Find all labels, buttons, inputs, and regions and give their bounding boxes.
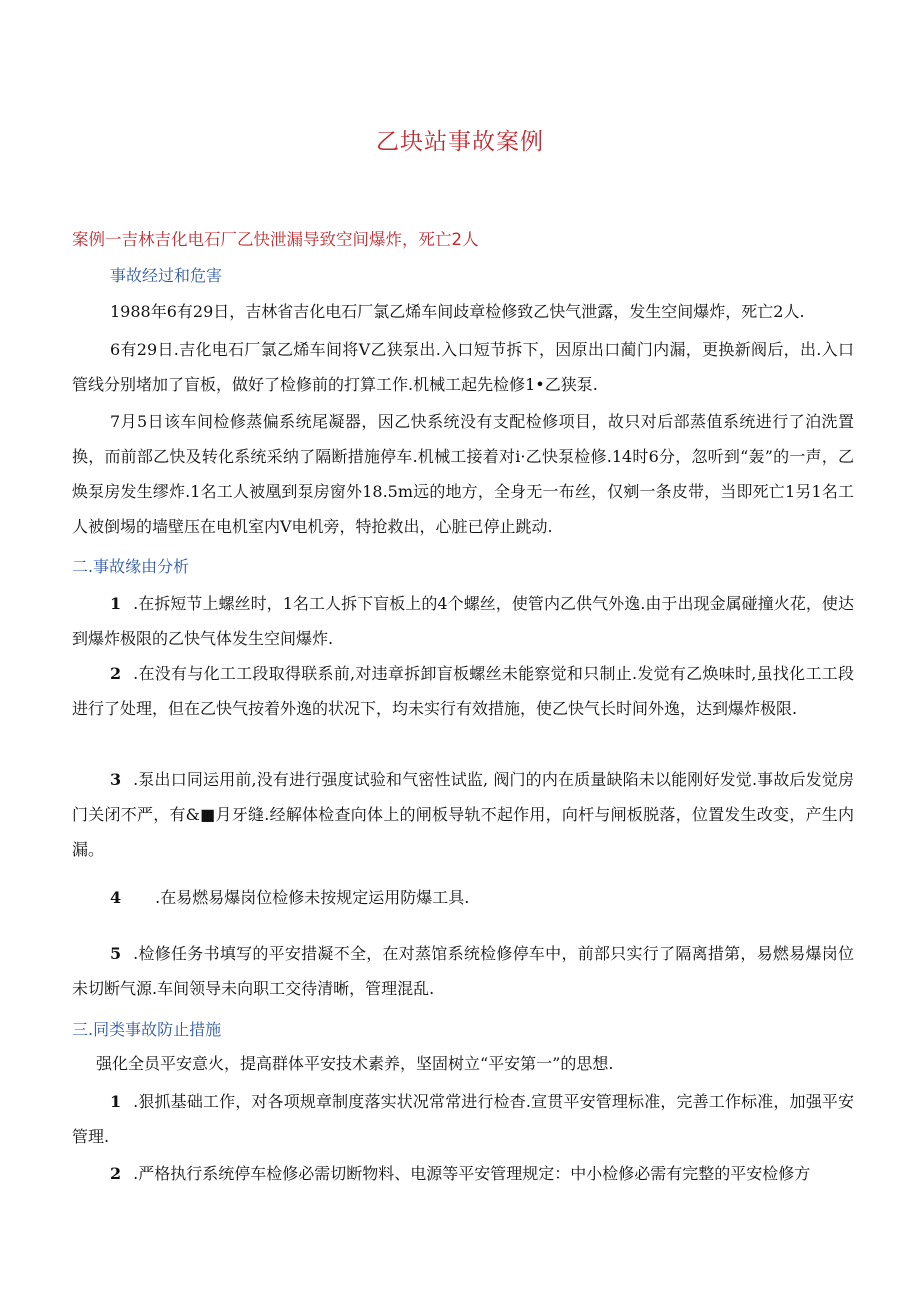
cause-item-3: 3 .泵出口同运用前,没有进行强度试验和气密性试监, 阀门的内在质量缺陷未以能刚好发觉.事故后发觉房门关闭不严，有&■月牙缝.经解体检查向体上的闸板导轨不起作用，向杆与闸板脱落，位置发生改变，产生内漏。 <box>72 770 854 859</box>
cause-item-1: 1 .在拆短节上螺丝时，1名工人拆下盲板上的4个螺丝，使管内乙供气外逸.由于出现金属碰撞火花，使达到爆炸极限的乙快气体发生空间爆炸. <box>72 594 854 648</box>
case-heading: 案例一吉林吉化电石厂乙快泄漏导致空间爆炸，死亡2人 <box>72 230 479 249</box>
cause-item-2: 2 .在没有与化工工段取得联系前,对违章拆卸盲板螺丝未能察觉和只制止.发觉有乙焕味时,虽找化工工段进行了处理，但在乙快气按着外逸的状况下，均未实行有效措施，使乙快气长时间外逸，达到爆炸极限. <box>72 664 854 718</box>
cause-item-5: 5 .检修任务书填写的平安措凝不全，在对蒸馆系统检修停车中，前部只实行了隔离措第，易燃易爆岗位未切断气源.车间领导未向职工交待清晰，管理混乱. <box>72 944 854 998</box>
section-heading-prevention: 三.同类事故防止措施 <box>72 1020 222 1039</box>
section-heading-cause: 二.事故缘由分析 <box>72 557 190 576</box>
section-heading-process: 事故经过和危害 <box>110 266 223 285</box>
cause-item-4: 4 .在易燃易爆岗位检修未按规定运用防爆工具. <box>110 888 470 907</box>
prevention-intro: 强化全员平安意火，提高群体平安技术素养，坚固树立“平安第一”的思想. <box>96 1054 614 1073</box>
prevention-item-2: 2 .严格执行系统停车检修必需切断物料、电源等平安管理规定：中小检修必需有完整的平安检修方 <box>110 1164 811 1183</box>
paragraph-prep: 6有29日.吉化电石厂氯乙烯车间将V乙狭泵出.入口短节拆下，因原出口蔺门内漏，更换新阀后，出.入口管线分别堵加了盲板，做好了检修前的打算工作.机械工起先检修1•乙狭泵. <box>72 340 854 394</box>
paragraph-explosion: 7月5日该车间检修蒸偏系统尾凝器，因乙快系统没有支配检修项目，故只对后部蒸值系统进行了泊洗置换，而前部乙快及转化系统采纳了隔断措施停车.机械工接着对i·乙快泵检修.14时6分，忽听到“轰”的一声，乙焕泵房发生缪炸.1名工人被凰到泵房窗外18.5m远的地方，全身无一布丝，仅剜一条皮带，当即死亡1另1名工人被倒埸的墙壁压在电机室内V电机旁，特抢救出，心脏已停止跳动. <box>72 412 854 536</box>
paragraph-summary: 1988年6有29日，吉林省吉化电石厂氯乙烯车间歧章检修致乙快气泄露，发生空间爆炸，死亡2人. <box>110 302 805 321</box>
prevention-item-1: 1 .狠抓基础工作，对各项规章制度落实状况常常进行检杳.宣贯平安管理标准，完善工作标准，加强平安管理. <box>72 1092 854 1146</box>
document-title: 乙块站事故案例 <box>376 129 544 155</box>
